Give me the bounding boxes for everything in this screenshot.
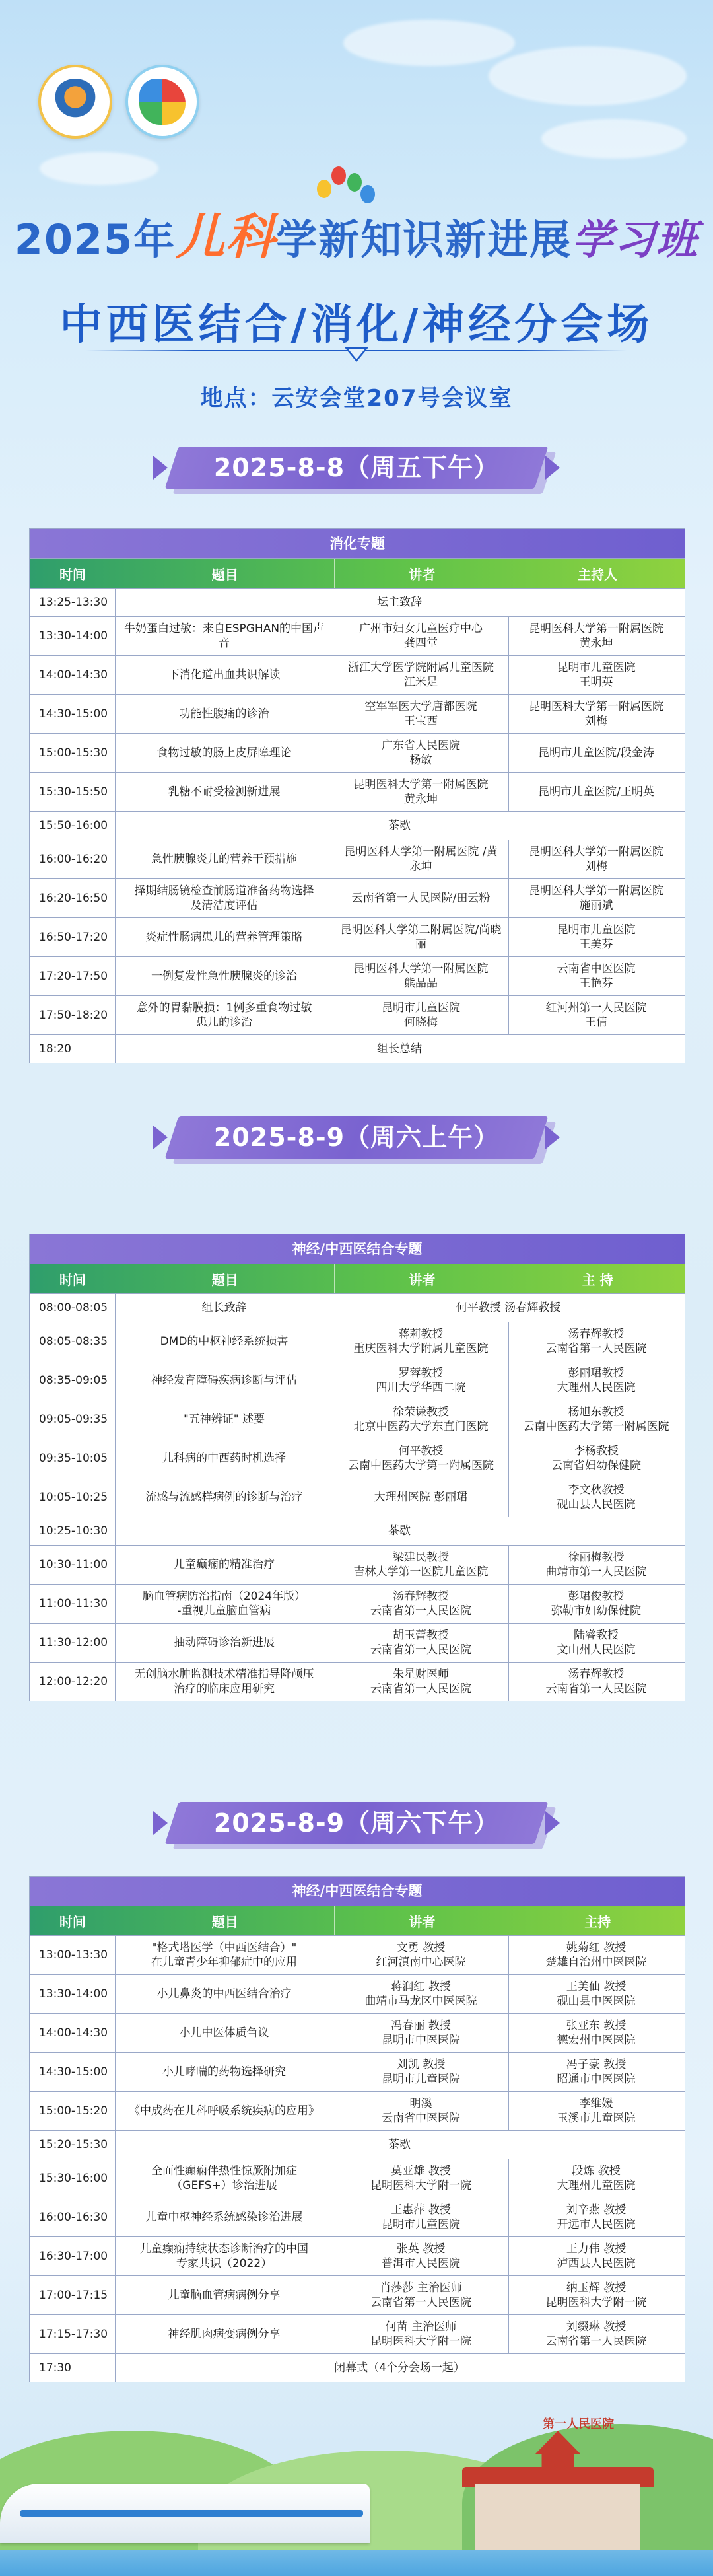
speaker-cell: 王惠萍 教授 昆明市儿童医院 <box>333 2198 509 2236</box>
time-cell: 13:30-14:00 <box>30 617 116 655</box>
train-illustration <box>0 2484 370 2543</box>
table-row <box>30 1546 685 1585</box>
title-cell: "格式塔医学（中西医结合）" 在儿童青少年抑郁症中的应用 <box>116 1936 333 1974</box>
table-row <box>30 1975 685 2014</box>
table-row <box>30 2237 685 2276</box>
host-cell: 彭丽珺教授 大理州人民医院 <box>557 1367 636 1394</box>
footer-scenery <box>0 2404 713 2576</box>
merged-cell: 茶歇 <box>388 2138 411 2151</box>
table-row <box>30 1585 685 1624</box>
title-cell: 无创脑水肿监测技术精准指导降颅压 治疗的临床应用研究 <box>116 1663 333 1701</box>
title-cell: 儿童癫痫的精准治疗 <box>116 1546 333 1584</box>
speaker-cell: 大理州医院 彭丽珺 <box>333 1478 509 1517</box>
speaker-cell: 何平教授 云南中医药大学第一附属医院 <box>333 1439 509 1478</box>
table-topic-title: 消化专题 <box>30 529 685 559</box>
title-cell: 神经肌肉病变病例分享 <box>116 2315 333 2353</box>
location-text: 地点：云安会堂207号会议室 <box>200 385 513 411</box>
host-cell: 红河州第一人民医院 王倩 <box>545 1001 647 1029</box>
table-row <box>30 589 685 617</box>
time-cell: 15:30-15:50 <box>30 773 116 811</box>
time-cell: 08:00-08:05 <box>30 1294 116 1322</box>
title-cell: 流感与流感样病例的诊断与治疗 <box>116 1478 333 1517</box>
host-cell: 汤春辉教授 云南省第一人民医院 <box>545 1328 647 1355</box>
speaker-cell: 梁建民教授 吉林大学第一医院儿童医院 <box>333 1546 509 1584</box>
time-cell: 16:20-16:50 <box>30 879 116 917</box>
title-cell: 儿童中枢神经系统感染诊治进展 <box>116 2198 333 2236</box>
date-label: 2025-8-9（周六下午） <box>213 1808 500 1838</box>
time-cell: 10:30-11:00 <box>30 1546 116 1584</box>
host-cell: 汤春辉教授 云南省第一人民医院 <box>545 1668 647 1696</box>
table-row <box>30 1400 685 1439</box>
date-label: 2025-8-8（周五下午） <box>213 453 500 482</box>
table-column-header <box>30 1264 685 1294</box>
subtitle: 中西医结合/消化/神经分会场 <box>59 301 654 349</box>
table-row <box>30 1294 685 1322</box>
column-header-cell: 讲者 <box>335 559 511 588</box>
table-row <box>30 734 685 773</box>
title-cell: 功能性腹痛的诊治 <box>116 695 333 733</box>
table-row <box>30 1478 685 1517</box>
table-row <box>30 1361 685 1400</box>
time-cell: 16:50-17:20 <box>30 918 116 956</box>
speaker-cell: 冯春丽 教授 昆明市中医医院 <box>333 2014 509 2052</box>
time-cell: 15:00-15:20 <box>30 2092 116 2130</box>
table-row <box>30 879 685 918</box>
time-cell: 13:00-13:30 <box>30 1936 116 1974</box>
event-logo <box>125 65 199 139</box>
host-cell: 刘辛燕 教授 开远市人民医院 <box>557 2203 636 2231</box>
title-cell: 神经发育障碍疾病诊断与评估 <box>116 1361 333 1400</box>
merged-cell: 组长总结 <box>377 1042 422 1055</box>
title-cell: 炎症性肠病患儿的营养管理策略 <box>116 918 333 956</box>
host-cell: 段炼 教授 大理州儿童医院 <box>557 2165 636 2192</box>
time-cell: 08:05-08:35 <box>30 1322 116 1361</box>
title-cell: 下消化道出血共识解读 <box>116 656 333 694</box>
host-cell: 刘缀琳 教授 云南省第一人民医院 <box>545 2320 647 2348</box>
title-cell: 儿科病的中西药时机选择 <box>116 1439 333 1478</box>
merged-host-cell: 何平教授 汤春辉教授 <box>456 1301 561 1314</box>
cloud-decoration <box>489 46 687 106</box>
association-logo <box>38 65 112 139</box>
title-cell: 一例复发性急性胰腺炎的诊治 <box>116 957 333 995</box>
column-header-cell: 主 持 <box>582 1271 613 1288</box>
title-cell: 乳糖不耐受检测新进展 <box>116 773 333 811</box>
table-row <box>30 996 685 1035</box>
date-label: 2025-8-9（周六上午） <box>213 1123 500 1152</box>
host-cell: 陆睿教授 文山州人民医院 <box>557 1629 636 1657</box>
cloud-decoration <box>343 20 515 66</box>
merged-cell: 闭幕式（4个分会场一起） <box>334 2361 465 2375</box>
title-cell: 急性胰腺炎儿的营养干预措施 <box>116 840 333 878</box>
merged-cell: 坛主致辞 <box>377 596 422 609</box>
table-row <box>30 1035 685 1063</box>
host-cell: 徐丽梅教授 曲靖市第一人民医院 <box>545 1551 647 1579</box>
schedule-table <box>29 1234 685 1701</box>
column-header-cell: 讲者 <box>335 1906 511 1935</box>
building-sign: 第一人民医院 <box>543 2417 614 2431</box>
speaker-cell: 昆明医科大学第二附属医院/尚晓 丽 <box>333 918 509 956</box>
table-row <box>30 812 685 840</box>
merged-cell: 茶歇 <box>388 819 411 832</box>
host-cell: 昆明医科大学第一附属医院 刘梅 <box>529 700 663 728</box>
column-header-cell: 时间 <box>30 559 116 588</box>
table-row <box>30 918 685 957</box>
time-cell: 17:00-17:15 <box>30 2276 116 2314</box>
speaker-cell: 广东省人民医院 杨敏 <box>333 734 509 772</box>
title-ban: 学习班 <box>572 215 699 264</box>
host-cell: 杨旭东教授 云南中医药大学第一附属医院 <box>523 1406 669 1433</box>
host-cell: 昆明医科大学第一附属医院 施丽斌 <box>529 884 663 912</box>
table-row <box>30 1439 685 1478</box>
column-header-cell: 主持人 <box>578 566 618 583</box>
divider-triangle-inner <box>348 349 365 359</box>
column-header-cell: 题目 <box>116 559 335 588</box>
time-cell: 13:30-14:00 <box>30 1975 116 2013</box>
title-cell: 意外的胃黏膜损：1例多重食物过敏 患儿的诊治 <box>116 996 333 1034</box>
host-cell: 李杨教授 云南省妇幼保健院 <box>551 1445 641 1472</box>
time-cell: 11:30-12:00 <box>30 1624 116 1662</box>
speaker-cell: 蒋莉教授 重庆医科大学附属儿童医院 <box>333 1322 509 1361</box>
time-cell: 15:00-15:30 <box>30 734 116 772</box>
time-cell: 18:20 <box>30 1035 116 1063</box>
host-cell: 冯子豪 教授 昭通市中医医院 <box>557 2058 636 2086</box>
speaker-cell: 胡玉蕾教授 云南省第一人民医院 <box>333 1624 509 1662</box>
speaker-cell: 广州市妇女儿童医疗中心 龚四堂 <box>333 617 509 655</box>
speaker-cell: 蒋润红 教授 曲靖市马龙区中医医院 <box>333 1975 509 2013</box>
host-cell: 王力伟 教授 泸西县人民医院 <box>557 2242 636 2270</box>
table-row <box>30 2198 685 2237</box>
time-cell: 16:00-16:30 <box>30 2198 116 2236</box>
table-column-header <box>30 559 685 589</box>
speaker-cell: 昆明医科大学第一附属医院 熊晶晶 <box>333 957 509 995</box>
hospital-building <box>475 2484 640 2556</box>
column-header-cell: 时间 <box>30 1264 116 1293</box>
title-cell: 小儿哮喘的药物选择研究 <box>116 2053 333 2091</box>
time-cell: 14:30-15:00 <box>30 695 116 733</box>
table-row <box>30 656 685 695</box>
table-row <box>30 2092 685 2131</box>
speaker-cell: 浙江大学医学院附属儿童医院 江米足 <box>333 656 509 694</box>
time-cell: 08:35-09:05 <box>30 1361 116 1400</box>
column-header-cell: 题目 <box>116 1906 335 1935</box>
table-row <box>30 773 685 812</box>
merged-cell: 茶歇 <box>388 1524 411 1538</box>
host-cell: 姚菊红 教授 楚雄自治州中医医院 <box>545 1941 647 1969</box>
column-header-cell: 主持 <box>584 1914 611 1930</box>
speaker-cell: 罗蓉教授 四川大学华西二院 <box>333 1361 509 1400</box>
schedule-table <box>29 1876 685 2382</box>
host-cell: 昆明医科大学第一附属医院 刘梅 <box>529 845 663 873</box>
time-cell: 16:30-17:00 <box>30 2237 116 2275</box>
table-row <box>30 2014 685 2053</box>
time-cell: 13:25-13:30 <box>30 589 116 616</box>
table-row <box>30 1322 685 1361</box>
host-cell: 王美仙 教授 砚山县中医医院 <box>557 1980 636 2008</box>
table-row <box>30 695 685 734</box>
time-cell: 09:35-10:05 <box>30 1439 116 1478</box>
host-cell: 云南省中医医院 王艳芬 <box>557 962 636 990</box>
table-row <box>30 957 685 996</box>
time-cell: 14:30-15:00 <box>30 2053 116 2091</box>
host-cell: 昆明市儿童医院 王明英 <box>557 661 636 689</box>
cloud-decoration <box>541 119 687 159</box>
speaker-cell: 莫亚雄 教授 昆明医科大学附一院 <box>333 2159 509 2198</box>
main-title <box>0 198 713 268</box>
time-cell: 15:50-16:00 <box>30 812 116 840</box>
speaker-cell: 云南省第一人民医院/田云粉 <box>333 879 509 917</box>
time-cell: 16:00-16:20 <box>30 840 116 878</box>
title-rest: 学新知识新进展 <box>276 215 572 264</box>
host-cell: 昆明市儿童医院/段金涛 <box>538 746 654 760</box>
title-cell: 《中成药在儿科呼吸系统疾病的应用》 <box>116 2092 333 2130</box>
title-cell: 组长致辞 <box>116 1294 333 1322</box>
speaker-cell: 肖莎莎 主治医师 云南省第一人民医院 <box>333 2276 509 2314</box>
time-cell: 15:30-16:00 <box>30 2159 116 2198</box>
table-row <box>30 1663 685 1701</box>
time-cell: 09:05-09:35 <box>30 1400 116 1439</box>
table-row <box>30 2159 685 2198</box>
title-year: 2025年 <box>14 215 176 264</box>
speaker-cell: 张英 教授 普洱市人民医院 <box>333 2237 509 2275</box>
table-topic-title: 神经/中西医结合专题 <box>30 1877 685 1906</box>
table-row <box>30 1936 685 1975</box>
host-cell: 纳玉辉 教授 昆明医科大学附一院 <box>545 2281 647 2309</box>
time-cell: 10:25-10:30 <box>30 1517 116 1545</box>
time-cell: 14:00-14:30 <box>30 2014 116 2052</box>
speaker-cell: 昆明市儿童医院 何晓梅 <box>333 996 509 1034</box>
time-cell: 12:00-12:20 <box>30 1663 116 1701</box>
table-topic-title: 神经/中西医结合专题 <box>30 1234 685 1264</box>
host-cell: 李维媛 玉溪市儿童医院 <box>557 2097 636 2125</box>
speaker-cell: 昆明医科大学第一附属医院 黄永坤 <box>333 773 509 811</box>
title-cell: 小儿中医体质刍议 <box>116 2014 333 2052</box>
table-column-header <box>30 1906 685 1936</box>
schedule-table <box>29 528 685 1063</box>
title-cell: 食物过敏的肠上皮屏障理论 <box>116 734 333 772</box>
title-cell: "五神辨证" 述要 <box>116 1400 333 1439</box>
host-cell: 昆明市儿童医院 王美芬 <box>557 923 636 951</box>
host-cell: 昆明市儿童医院/王明英 <box>538 785 654 799</box>
table-row <box>30 2131 685 2159</box>
speaker-cell: 刘凯 教授 昆明市儿童医院 <box>333 2053 509 2091</box>
speaker-cell: 明溪 云南省中医医院 <box>333 2092 509 2130</box>
table-row <box>30 2354 685 2382</box>
time-cell: 10:05-10:25 <box>30 1478 116 1517</box>
time-cell: 17:30 <box>30 2354 116 2382</box>
title-cell: 全面性癫痫伴热性惊厥附加症 （GEFS+）诊治进展 <box>116 2159 333 2198</box>
title-cell: 儿童脑血管病病例分享 <box>116 2276 333 2314</box>
speaker-cell: 空军军医大学唐都医院 王宝西 <box>333 695 509 733</box>
table-row <box>30 2276 685 2315</box>
speaker-cell: 文勇 教授 红河滇南中心医院 <box>333 1936 509 1974</box>
column-header-cell: 时间 <box>30 1906 116 1935</box>
speaker-cell: 徐荣谦教授 北京中医药大学东直门医院 <box>333 1400 509 1439</box>
title-cell: DMD的中枢神经系统损害 <box>116 1322 333 1361</box>
date-banner <box>153 1116 560 1159</box>
date-banner <box>153 1802 560 1844</box>
table-row <box>30 840 685 879</box>
logo-group <box>38 65 199 139</box>
time-cell: 17:50-18:20 <box>30 996 116 1034</box>
speaker-cell: 何苗 主治医师 昆明医科大学附一院 <box>333 2315 509 2353</box>
table-row <box>30 2053 685 2092</box>
title-cell: 择期结肠镜检查前肠道准备药物选择 及清洁度评估 <box>116 879 333 917</box>
speaker-cell: 朱星财医师 云南省第一人民医院 <box>333 1663 509 1701</box>
cloud-decoration <box>40 152 158 185</box>
water-strip <box>0 2550 713 2576</box>
time-cell: 14:00-14:30 <box>30 656 116 694</box>
title-cell: 儿童癫痫持续状态诊断治疗的中国 专家共识（2022） <box>116 2237 333 2275</box>
speaker-cell: 汤春辉教授 云南省第一人民医院 <box>333 1585 509 1623</box>
title-cell: 牛奶蛋白过敏：来自ESPGHAN的中国声音 <box>116 617 333 655</box>
title-erke: 儿科 <box>176 209 277 266</box>
table-row <box>30 1624 685 1663</box>
column-header-cell: 题目 <box>116 1264 335 1293</box>
table-row <box>30 617 685 656</box>
time-cell: 17:20-17:50 <box>30 957 116 995</box>
table-row <box>30 2315 685 2354</box>
host-cell: 张亚东 教授 德宏州中医医院 <box>557 2019 636 2047</box>
time-cell: 15:20-15:30 <box>30 2131 116 2159</box>
speaker-cell: 昆明医科大学第一附属医院 /黄 永坤 <box>333 840 509 878</box>
title-cell: 抽动障碍诊治新进展 <box>116 1624 333 1662</box>
title-cell: 小儿鼻炎的中西医结合治疗 <box>116 1975 333 2013</box>
host-cell: 李文秋教授 砚山县人民医院 <box>557 1484 636 1511</box>
host-cell: 彭珺俊教授 弥勒市妇幼保健院 <box>551 1590 641 1618</box>
time-cell: 11:00-11:30 <box>30 1585 116 1623</box>
table-row <box>30 1517 685 1546</box>
column-header-cell: 讲者 <box>335 1264 511 1293</box>
time-cell: 17:15-17:30 <box>30 2315 116 2353</box>
title-cell: 脑血管病防治指南（2024年版） -重视儿童脑血管病 <box>116 1585 333 1623</box>
host-cell: 昆明医科大学第一附属医院 黄永坤 <box>529 622 663 650</box>
date-banner <box>153 447 560 489</box>
